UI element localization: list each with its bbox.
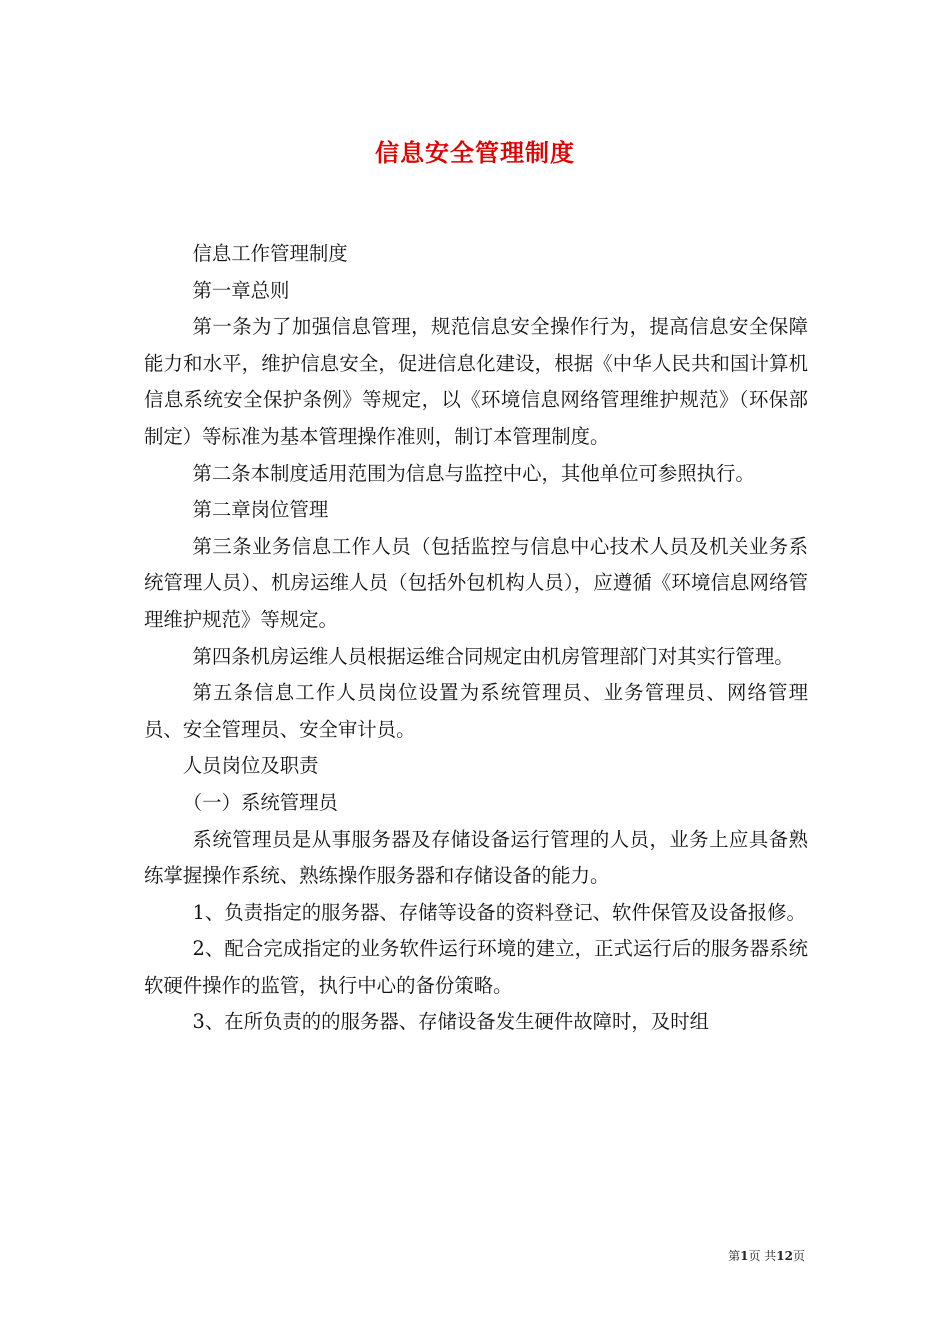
- section-heading: 信息工作管理制度: [192, 242, 348, 265]
- page-footer: [728, 1247, 805, 1264]
- duty-item: 1、负责指定的服务器、存储等设备的资料登记、软件保管及设备报修。: [192, 900, 806, 924]
- subsection-heading: （一）系统管理员: [182, 790, 338, 814]
- current-page-number: 1: [740, 1249, 749, 1263]
- duty-paragraph: 系统管理员是从事服务器及存储设备运行管理的人员，业务上应具备熟练掌握操作系统、熟练操作服务器和存储设备的能力。: [144, 827, 808, 888]
- chapter-heading: 第二章岗位管理: [192, 498, 329, 522]
- document-title: 信息安全管理制度: [375, 138, 575, 167]
- footer-prefix: 第: [728, 1249, 741, 1263]
- footer-suffix: 页: [792, 1249, 805, 1263]
- total-page-count: 12: [776, 1249, 793, 1263]
- article-paragraph: 第四条机房运维人员根据运维合同规定由机房管理部门对其实行管理。: [192, 644, 794, 668]
- article-paragraph: 第二条本制度适用范围为信息与监控中心，其他单位可参照执行。: [192, 461, 755, 485]
- section-heading: 人员岗位及职责: [182, 754, 319, 778]
- article-paragraph: 第五条信息工作人员岗位设置为系统管理员、业务管理员、网络管理员、安全管理员、安全审计员。: [144, 681, 808, 741]
- duty-item: 2、配合完成指定的业务软件运行环境的建立，正式运行后的服务器系统软硬件操作的监管，执行中心的备份策略。: [144, 937, 808, 997]
- document-body: [144, 236, 808, 1041]
- chapter-heading: 第一章总则: [192, 278, 290, 302]
- article-paragraph: 第一条为了加强信息管理，规范信息安全操作行为，提高信息安全保障能力和水平，维护信息安全，促进信息化建设，根据《中华人民共和国计算机信息系统安全保护条例》等规定，以《环境信息网络管理维护规范》（环保部制定）等标准为基本管理操作准则，制订本管理制度。: [144, 315, 808, 448]
- footer-middle: 页 共: [748, 1249, 777, 1263]
- duty-item: 3、在所负责的的服务器、存储设备发生硬件故障时，及时组: [192, 1010, 709, 1034]
- article-paragraph: 第三条业务信息工作人员（包括监控与信息中心技术人员及机关业务系统管理人员）、机房运维人员（包括外包机构人员），应遵循《环境信息网络管理维护规范》等规定。: [144, 534, 808, 631]
